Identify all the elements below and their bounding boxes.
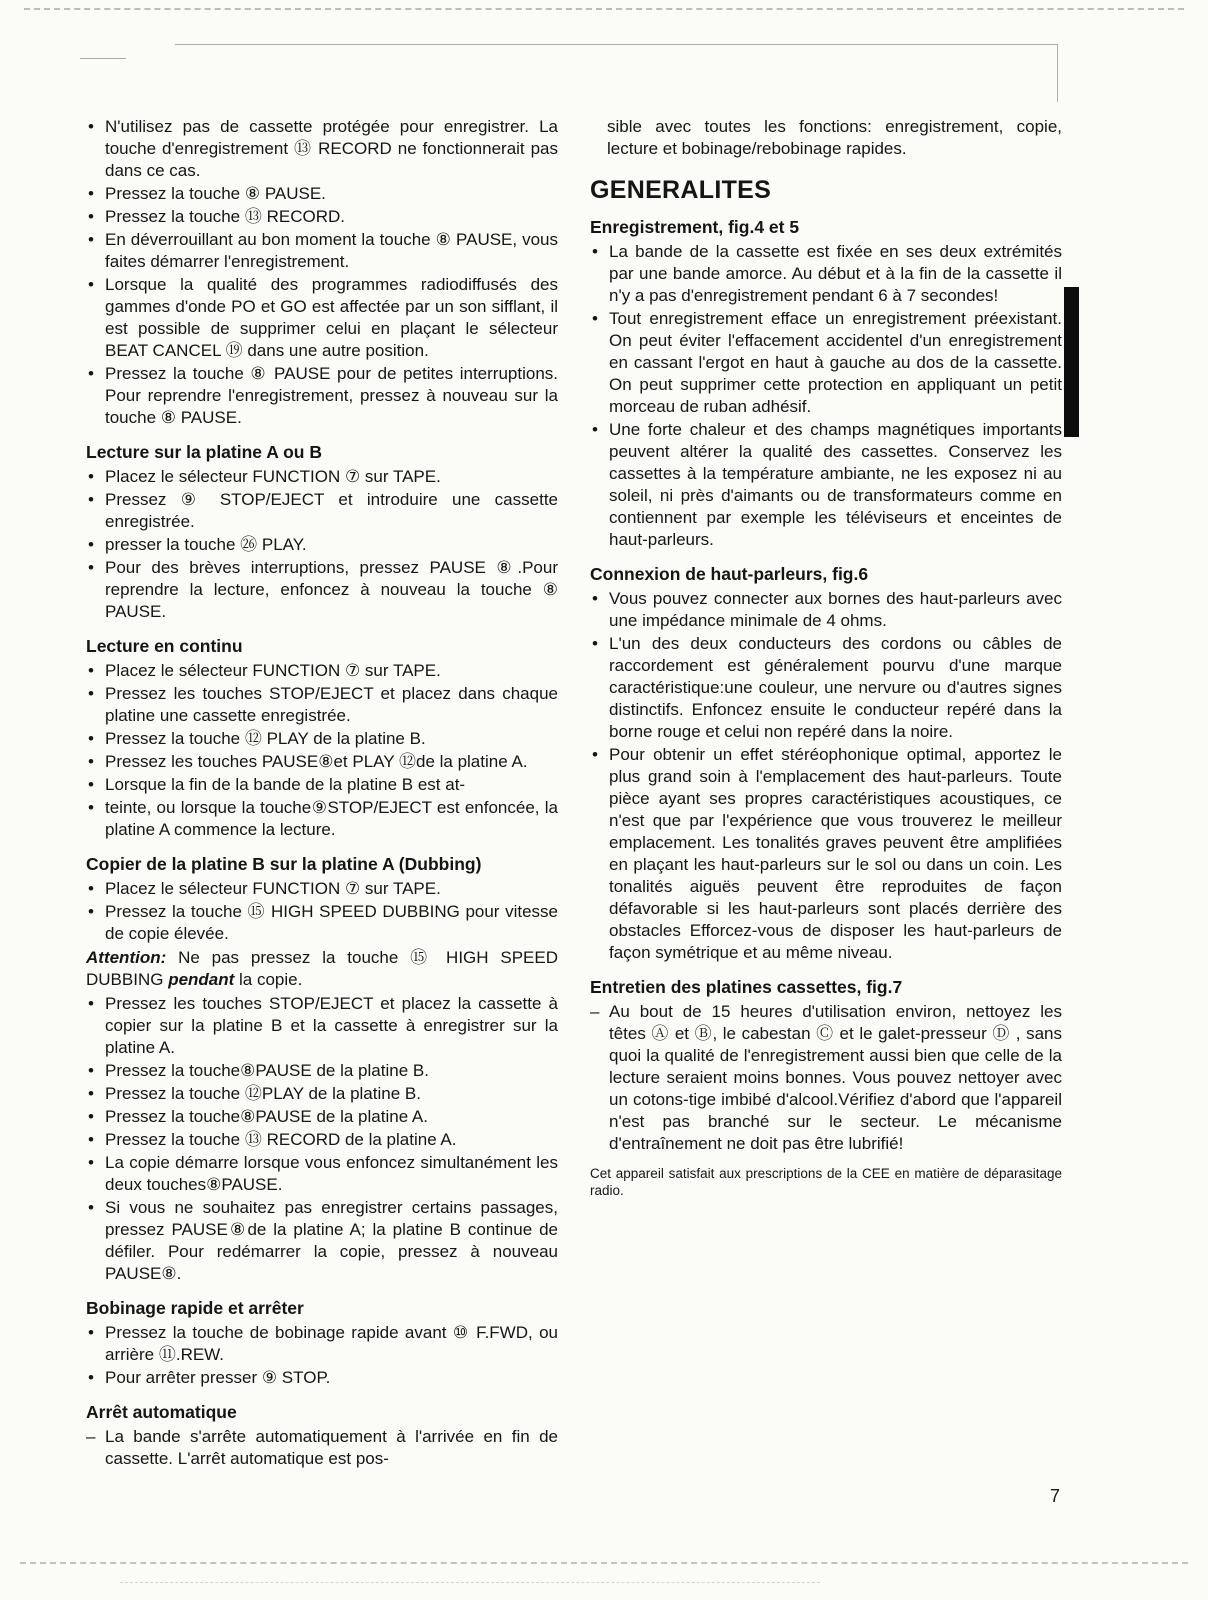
recording-list	[590, 241, 1062, 551]
intro-list	[86, 116, 558, 429]
bullet-item: • presser la touche ㉖ PLAY.	[86, 534, 558, 556]
continuous-play-list	[86, 660, 558, 841]
scan-artifact-left-dash	[80, 58, 126, 59]
dubbing-list-b	[86, 993, 558, 1285]
scan-artifact-corner-line	[1057, 44, 1058, 102]
bullet-item: • Pour des brèves interruptions, pressez PAUSE ⑧.Pour reprendre la lecture, enfoncez à nouveau la touche ⑧ PAUSE.	[86, 557, 558, 623]
scan-artifact-top-dashes	[24, 8, 1184, 10]
auto-stop-list	[86, 1426, 558, 1470]
bullet-item: • Placez le sélecteur FUNCTION ⑦ sur TAPE.	[86, 466, 558, 488]
bullet-item: • Pressez la touche ⑬ RECORD.	[86, 206, 558, 228]
bullet-item: • Pour arrêter presser ⑨ STOP.	[86, 1367, 558, 1389]
bullet-item: • Pressez ⑨ STOP/EJECT et introduire une cassette enregistrée.	[86, 489, 558, 533]
page-number: 7	[1049, 1486, 1060, 1506]
bullet-item: • Tout enregistrement efface un enregistrement préexistant. On peut éviter l'effacement accidentel d'un enregistrement en cassant l'ergot en haut à gauche au dos de la cassette. On peut supprimer cette protection en appliquant un petit morceau de ruban adhésif.	[590, 308, 1062, 418]
bullet-item: • Pressez la touche ⑫ PLAY de la platine B.	[86, 728, 558, 750]
page-content	[86, 116, 1062, 1471]
bullet-item: • Pressez la touche ⑧ PAUSE.	[86, 183, 558, 205]
scan-artifact-bottom-dashes	[20, 1562, 1188, 1564]
section-heading-continuous-play: Lecture en continu	[86, 636, 243, 656]
bullet-item: • Vous pouvez connecter aux bornes des haut-parleurs avec une impédance minimale de 4 ohms.	[590, 588, 1062, 632]
bullet-item: • La bande de la cassette est fixée en ses deux extrémités par une bande amorce. Au début et à la fin de la cassette il n'y a pas d'enregistrement pendant 6 à 7 secondes!	[590, 241, 1062, 307]
section-heading-recording: Enregistrement, fig.4 et 5	[590, 217, 800, 237]
section-heading-auto-stop: Arrêt automatique	[86, 1402, 237, 1422]
section-heading-deck-maintenance: Entretien des platines cassettes, fig.7	[590, 977, 903, 997]
cee-footnote: Cet appareil satisfait aux prescriptions de la CEE en matière de déparasitage radio.	[590, 1166, 1062, 1198]
bullet-item: • Pressez la touche⑧PAUSE de la platine B.	[86, 1060, 558, 1082]
continuation-text: sible avec toutes les fonctions: enregistrement, copie, lecture et bobinage/rebobinage rapides.	[607, 117, 1062, 158]
bullet-item: • Placez le sélecteur FUNCTION ⑦ sur TAPE.	[86, 878, 558, 900]
attention-label: Attention:	[86, 948, 167, 967]
bullet-item: • Pressez la touche ⑬ RECORD de la platine A.	[86, 1129, 558, 1151]
bullet-item: • Pressez la touche ⑧ PAUSE pour de petites interruptions. Pour reprendre l'enregistrement, pressez à nouveau sur la touche ⑧ PAUSE.	[86, 363, 558, 429]
main-heading-generalites: GENERALITES	[590, 176, 772, 204]
bullet-item: • Lorsque la qualité des programmes radiodiffusés des gammes d'onde PO et GO est affectée par un son sifflant, il est possible de supprimer celui en plaçant le sélecteur BEAT CANCEL ⑲ dans une autre position.	[86, 274, 558, 362]
bullet-item: • Une forte chaleur et des champs magnétiques importants peuvent altérer la qualité des cassettes. Conservez les cassettes à la température ambiante, ne les exposez ni au soleil, ni près d'aimants ou de transformateurs comme en contiennent par exemple les téléviseurs et enceintes de haut-parleurs.	[590, 419, 1062, 551]
dash-item: – La bande s'arrête automatiquement à l'arrivée en fin de cassette. L'arrêt automatique est pos-	[86, 1426, 558, 1470]
attention-emphasis: pendant	[168, 970, 235, 989]
right-column	[590, 116, 1062, 1471]
thumb-index-mark	[1064, 287, 1079, 437]
bullet-item: • teinte, ou lorsque la touche⑨STOP/EJECT est enfoncée, la platine A commence la lecture.	[86, 797, 558, 841]
bullet-item: • En déverrouillant au bon moment la touche ⑧ PAUSE, vous faites démarrer l'enregistrement.	[86, 229, 558, 273]
bullet-item: • Pressez les touches PAUSE⑧et PLAY ⑫de la platine A.	[86, 751, 558, 773]
deck-maintenance-list	[590, 1001, 1062, 1155]
bullet-item: • La copie démarre lorsque vous enfoncez simultanément les deux touches⑧PAUSE.	[86, 1152, 558, 1196]
attention-text: Ne pas pressez la touche ⑮ HIGH SPEED DUBBING	[86, 948, 558, 989]
playback-a-b-list	[86, 466, 558, 623]
bullet-item: • Si vous ne souhaitez pas enregistrer certains passages, pressez PAUSE⑧de la platine A; la platine B continue de défiler. Pour redémarrer la copie, pressez à nouveau PAUSE⑧.	[86, 1197, 558, 1285]
bullet-item: • N'utilisez pas de cassette protégée pour enregistrer. La touche d'enregistrement ⑬ RECORD ne fonctionnerait pas dans ce cas.	[86, 116, 558, 182]
bullet-item: • Pressez la touche de bobinage rapide avant ⑩ F.FWD, ou arrière ⑪.REW.	[86, 1322, 558, 1366]
bullet-item: • Placez le sélecteur FUNCTION ⑦ sur TAPE.	[86, 660, 558, 682]
scan-artifact-bottom-dashes-2	[120, 1582, 820, 1583]
bullet-item: • Pressez les touches STOP/EJECT et placez la cassette à copier sur la platine B et la cassette à enregistrer sur la platine A.	[86, 993, 558, 1059]
left-column	[86, 116, 558, 1471]
dash-item: – Au bout de 15 heures d'utilisation environ, nettoyez les têtes Ⓐ et Ⓑ, le cabestan Ⓒ et le galet-presseur Ⓓ , sans quoi la qualité de l'enregistrement aussi bien que celle de la lecture seraient moins bonnes. Vous pouvez nettoyer avec un cotons-tige imbibé d'alcool.Vérifiez d'abord que l'appareil n'est pas branché sur le secteur. Le mécanisme d'entraînement ne doit pas être lubrifié!	[590, 1001, 1062, 1155]
bullet-item: • Pressez les touches STOP/EJECT et placez dans chaque platine une cassette enregistrée.	[86, 683, 558, 727]
section-heading-playback-a-b: Lecture sur la platine A ou B	[86, 442, 322, 462]
bullet-item: • Lorsque la fin de la bande de la platine B est at-	[86, 774, 558, 796]
bullet-item: • Pressez la touche⑧PAUSE de la platine A.	[86, 1106, 558, 1128]
bullet-item: • Pressez la touche ⑮ HIGH SPEED DUBBING pour vitesse de copie élevée.	[86, 901, 558, 945]
section-heading-speaker-connection: Connexion de haut-parleurs, fig.6	[590, 564, 869, 584]
attention-note	[86, 947, 558, 991]
dubbing-list-a	[86, 878, 558, 945]
fast-wind-list	[86, 1322, 558, 1389]
bullet-item: • Pressez la touche ⑫PLAY de la platine B.	[86, 1083, 558, 1105]
scan-artifact-top-line	[175, 44, 1057, 45]
attention-text-end: la copie.	[234, 970, 303, 989]
section-heading-dubbing: Copier de la platine B sur la platine A (Dubbing)	[86, 854, 482, 874]
speaker-connection-list	[590, 588, 1062, 964]
bullet-item: • L'un des deux conducteurs des cordons ou câbles de raccordement est généralement pourvu d'une marque caractéristique:une couleur, une nervure ou d'autres signes distinctifs. Enfoncez ensuite le conducteur repéré dans la borne rouge et celui non repéré dans la noire.	[590, 633, 1062, 743]
section-heading-fast-wind: Bobinage rapide et arrêter	[86, 1298, 304, 1318]
bullet-item: • Pour obtenir un effet stéréophonique optimal, apportez le plus grand soin à l'emplacement des haut-parleurs. Toute pièce ayant ses propres caractéristiques acoustiques, ce n'est que par l'expérience que vous trouverez le meilleur emplacement. Les tonalités graves peuvent être amplifiées en plaçant les haut-parleurs sur le sol ou dans un coin. Les tonalités aiguës peuvent être reproduites de façon défavorable si les haut-parleurs sont placés derrière des obstacles Efforcez-vous de disposer les haut-parleurs de façon symétrique et au même niveau.	[590, 744, 1062, 964]
